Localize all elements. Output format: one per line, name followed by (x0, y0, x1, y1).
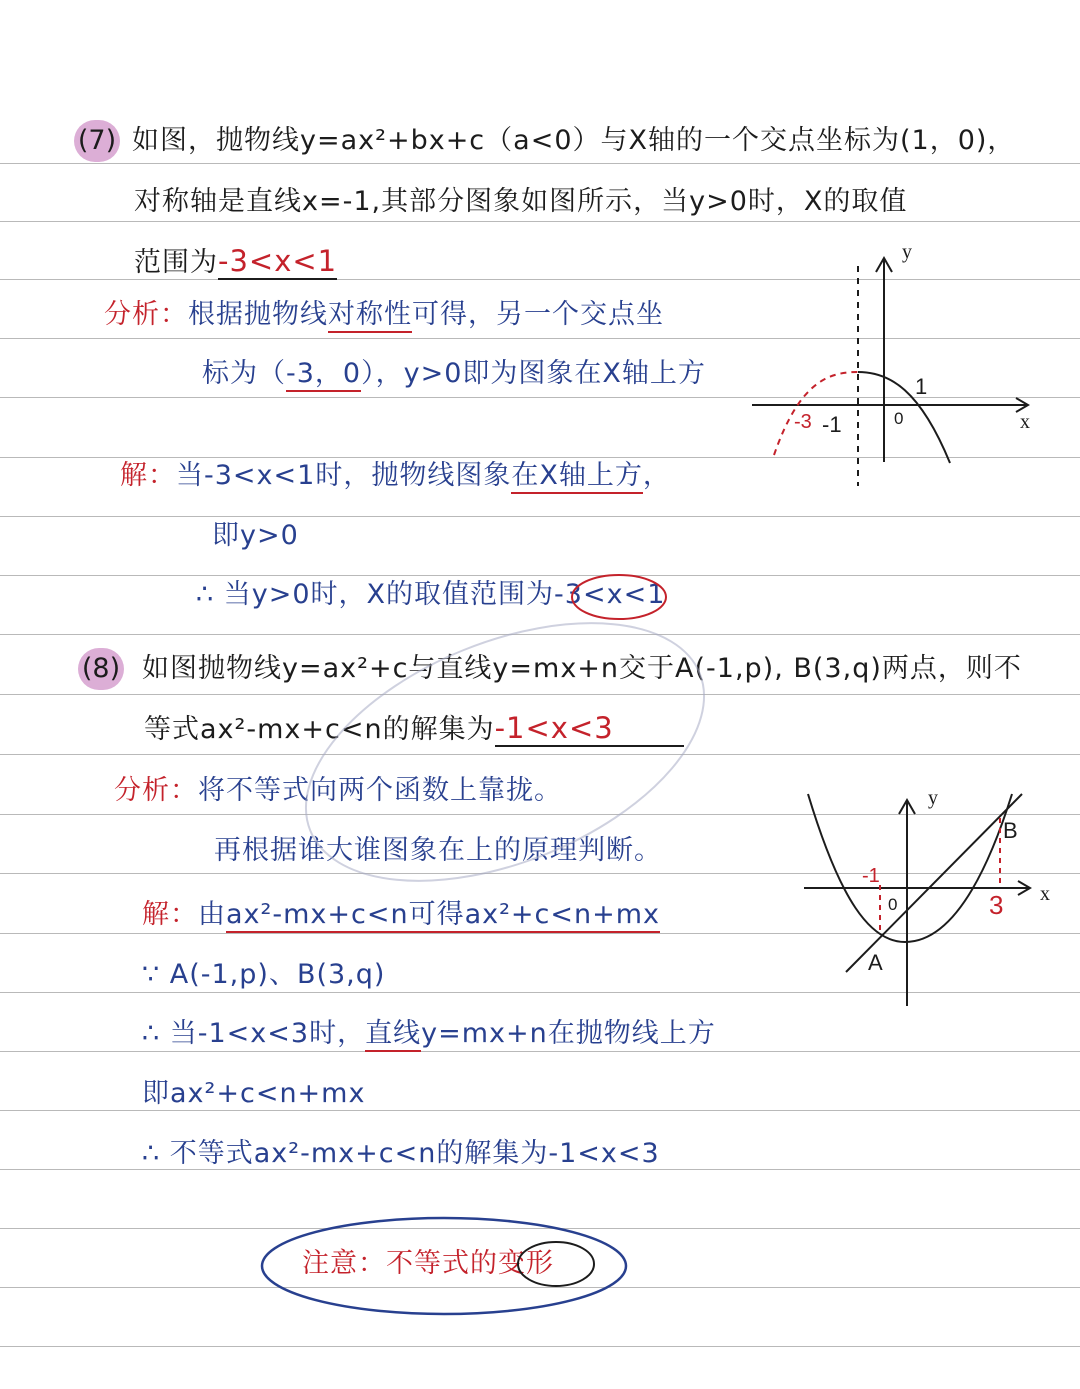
problem-7-analysis-line-2-a: 标为（ (202, 358, 286, 389)
graph-8-label-3: 3 (989, 890, 1004, 920)
problem-7-analysis-keyword: 对称性 (328, 299, 412, 333)
problem-7-analysis-text-a: 根据抛物线 (188, 299, 328, 330)
problem-7-range-prefix: 范围为 (134, 247, 218, 278)
problem-8-solution-label: 解： (142, 899, 198, 930)
graph-8-label-B: B (1003, 818, 1018, 843)
problem-7-answer: -3<x<1 (218, 244, 338, 278)
graph-8-y-label: y (928, 787, 938, 809)
problem-8-solution-line-3-b: y=mx+n在抛物线上方 (421, 1018, 716, 1049)
note-highlight: 变形 (498, 1248, 554, 1279)
problem-7-solution-label: 解： (120, 460, 176, 491)
problem-7-statement-line-1: 如图，抛物线y=ax²+bx+c（a<0）与X轴的一个交点坐标为(1，0)， (132, 125, 1016, 156)
graph-8-parabola (808, 794, 1012, 942)
graph-8-label-A: A (868, 950, 883, 975)
problem-7-statement-line-2: 对称轴是直线x=-1,其部分图象如图所示，当y>0时，X的取值 (134, 186, 908, 217)
graph-7-label-neg1: -1 (822, 412, 842, 437)
problem-8-solution-line-3-keyword: 直线 (365, 1018, 421, 1052)
answer-circle-7 (572, 575, 666, 619)
problem-7-analysis-text-b: 可得，另一个交点坐 (412, 299, 664, 330)
graph-7-origin-label: 0 (894, 409, 904, 428)
graph-8-x-label: x (1040, 883, 1050, 905)
graph-7-x-label: x (1020, 411, 1030, 433)
graph-7-label-neg3: -3 (794, 411, 812, 433)
note-blue-ellipse (262, 1218, 626, 1314)
problem-8-solution-line-4: 即ax²+c<n+mx (142, 1078, 366, 1109)
note-keyword-circle (518, 1242, 594, 1286)
problem-8-inequality-prefix: 等式ax²-mx+c<n的解集为 (144, 714, 495, 745)
problem-7-analysis-label: 分析： (104, 299, 188, 330)
graph-7-parabola-dashed-part (774, 372, 858, 455)
problem-7-number: (7) (74, 120, 120, 162)
problem-7-analysis-point: -3，0 (286, 358, 361, 392)
problem-8-answer: -1<x<3 (495, 711, 684, 747)
note-prefix: 注意：不等式的 (302, 1248, 498, 1279)
problem-8-solution-text-a: 由 (198, 899, 226, 930)
problem-8-analysis-label: 分析： (114, 775, 198, 806)
problem-8-statement-line-1: 如图抛物线y=ax²+c与直线y=mx+n交于A(-1,p), B(3,q)两点，则不 (142, 653, 1022, 684)
faint-ellipse-mark (269, 571, 741, 932)
problem-8-analysis-text-1: 将不等式向两个函数上靠拢。 (198, 775, 562, 806)
problem-8-number: (8) (78, 648, 124, 690)
problem-8-solution-line-5: ∴ 不等式ax²-mx+c<n的解集为-1<x<3 (142, 1138, 660, 1169)
graph-7-parabola-solid-part (858, 372, 950, 463)
problem-8-graph (804, 787, 1050, 1006)
problem-8-solution-line-3-a: ∴ 当-1<x<3时， (142, 1018, 366, 1049)
problem-7-circled-answer: -3<x<1 (554, 579, 666, 610)
problem-7-solution-keyword: 在X轴上方 (511, 460, 643, 494)
problem-7-solution-line-3-prefix: ∴ 当y>0时，X的取值范围为 (196, 579, 555, 610)
problem-7-analysis-line-2-b: ），y>0即为图象在X轴上方 (361, 358, 706, 389)
problem-8-solution-line-2: ∵ A(-1,p)、B(3,q) (142, 959, 386, 990)
graph-8-origin-label: 0 (888, 895, 898, 914)
problem-8-analysis-line-2: 再根据谁大谁图象在上的原理判断。 (214, 835, 662, 866)
problem-7-solution-text-a: 当-3<x<1时，抛物线图象 (176, 460, 512, 491)
graph-7-label-1: 1 (915, 374, 928, 399)
problem-7-graph (752, 241, 1030, 486)
problem-8-solution-keyword: ax²-mx+c<n可得ax²+c<n+mx (226, 899, 660, 933)
problem-7-solution-text-b: ， (642, 460, 671, 491)
graph-7-y-label: y (902, 241, 912, 263)
problem-7-solution-line-2: 即y>0 (212, 520, 299, 551)
graph-8-label-neg1: -1 (862, 865, 880, 887)
